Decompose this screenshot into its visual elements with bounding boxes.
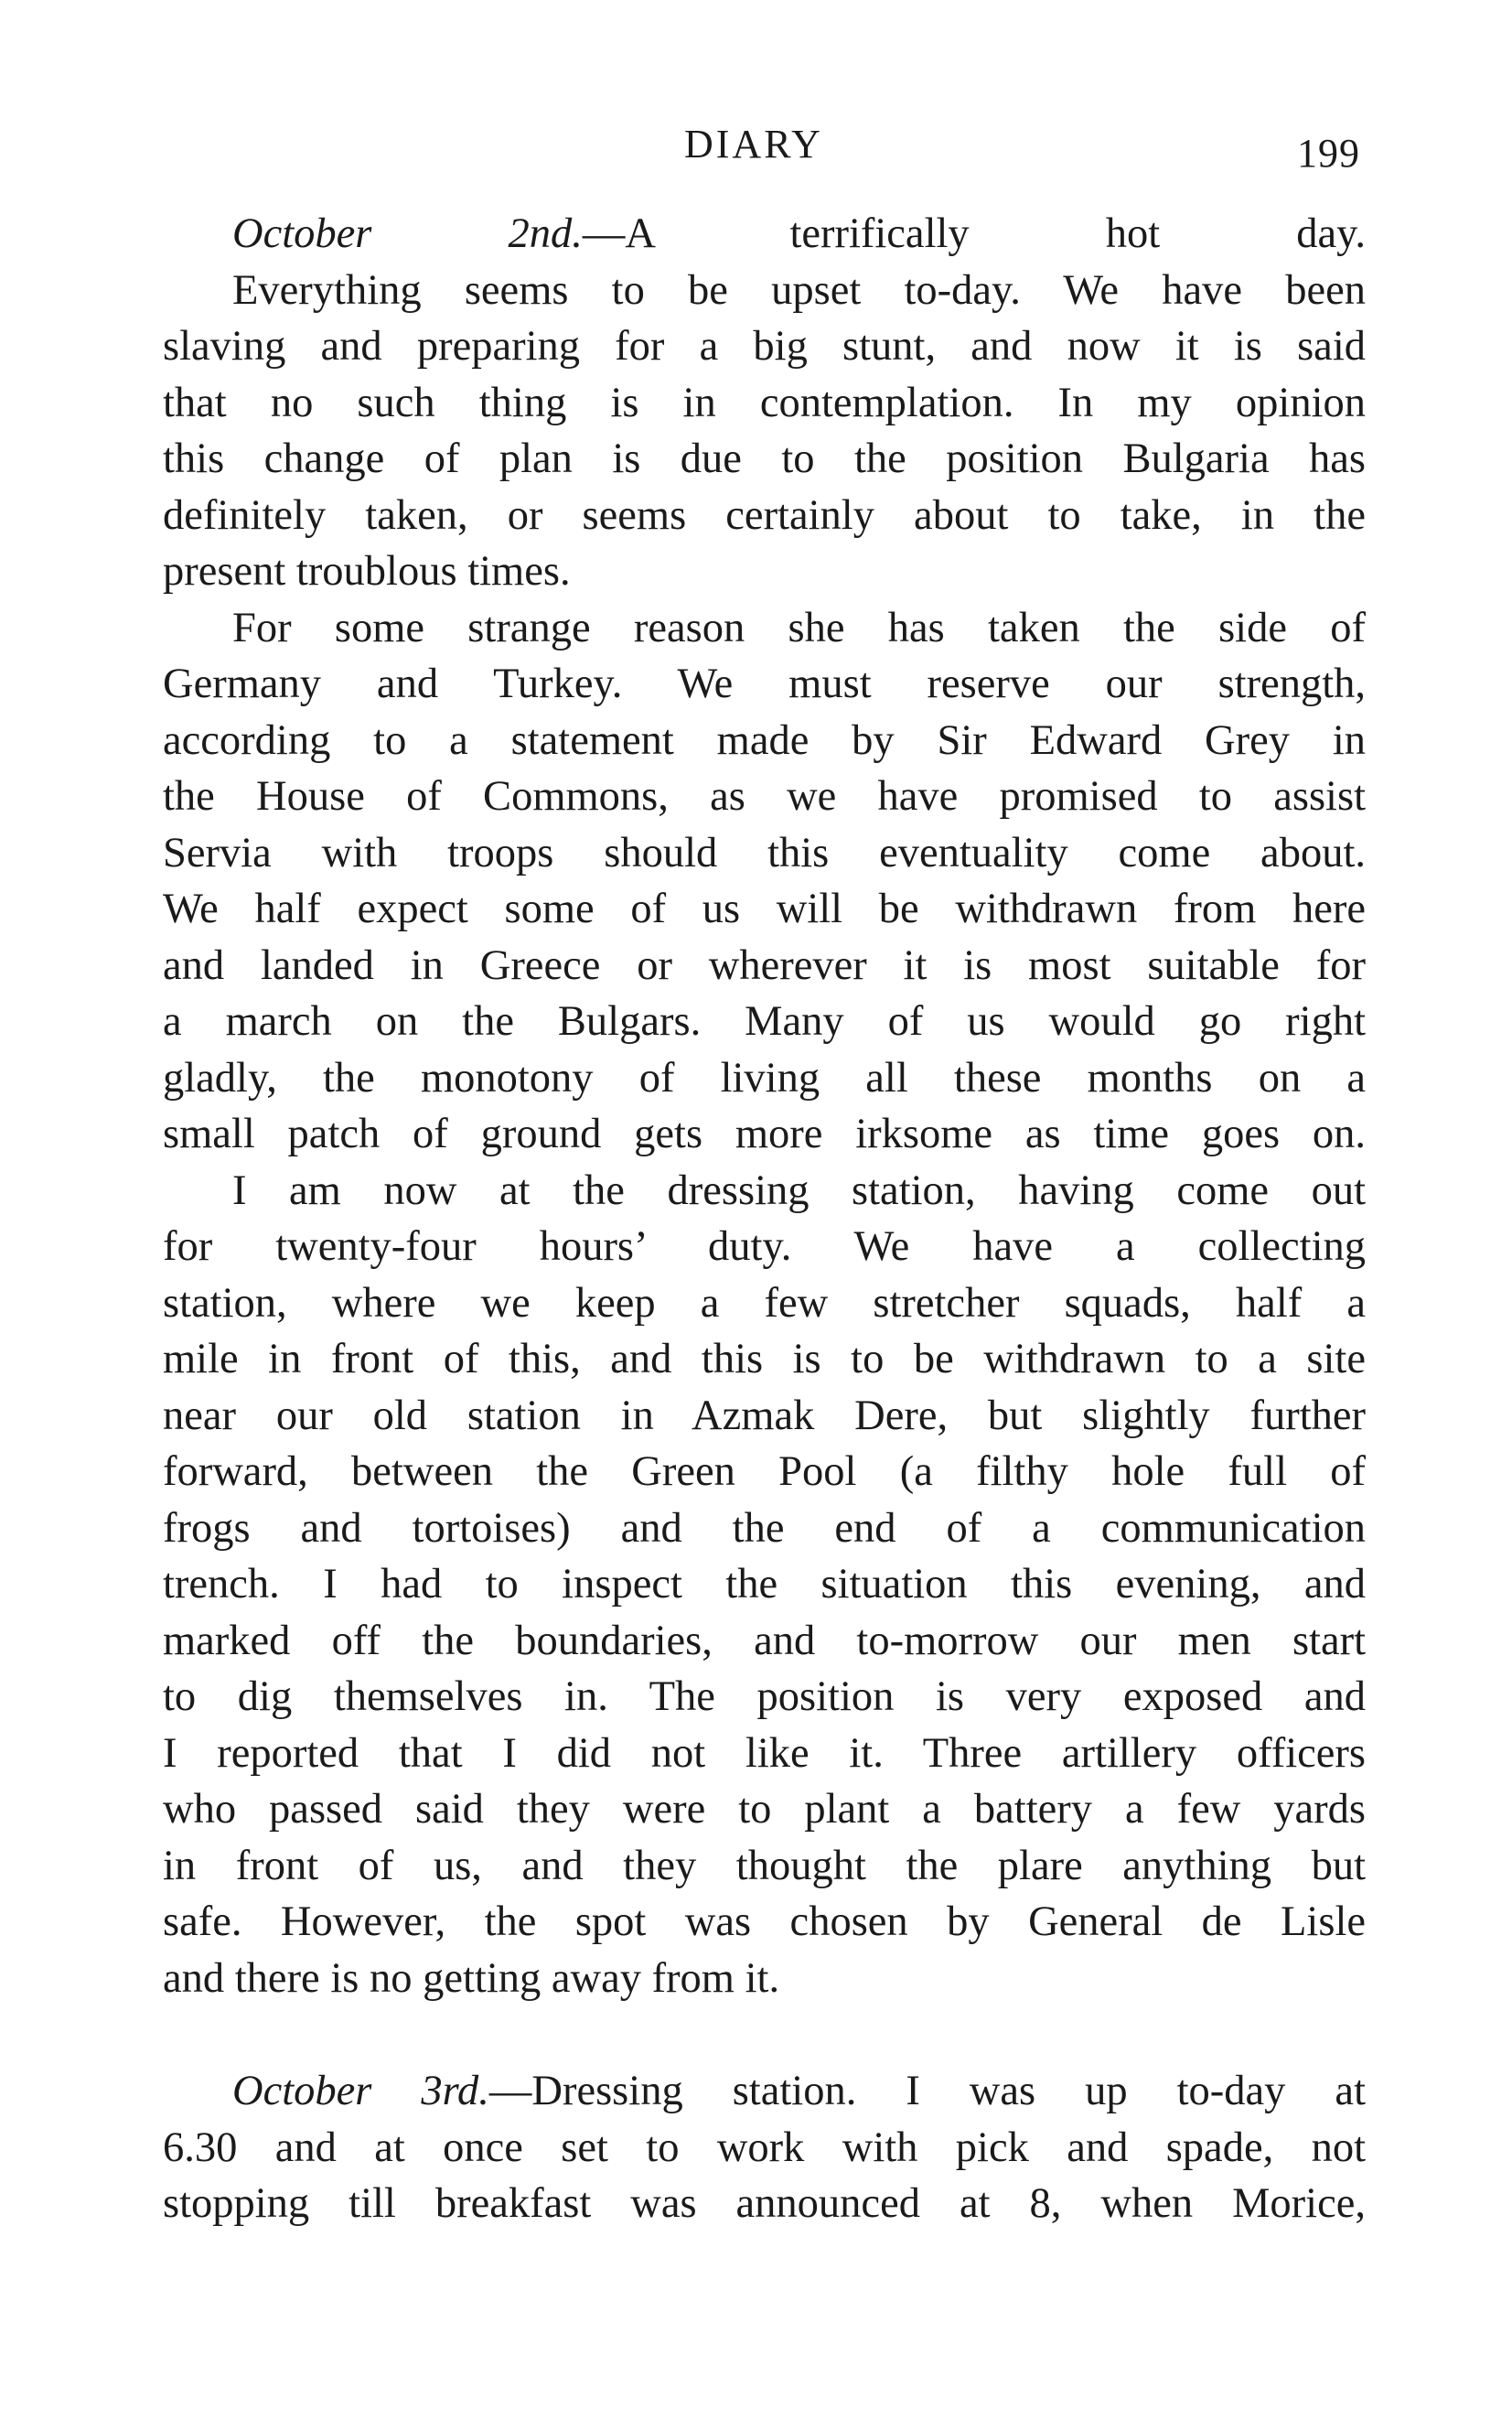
text-line: marked off the boundaries, and to-morrow our men start — [163, 1617, 1366, 1664]
text-line: October 3rd.—Dressing station. I was up to-day at — [232, 2068, 1366, 2114]
text-line: slaving and preparing for a big stunt, and now it is said — [163, 323, 1366, 370]
text-line: Germany and Turkey. We must reserve our strength, — [163, 661, 1366, 707]
text-line: mile in front of this, and this is to be withdrawn to a site — [163, 1336, 1366, 1382]
text-line: gladly, the monotony of living all these months on a — [163, 1054, 1366, 1102]
diary-text — [163, 206, 1366, 2232]
text-line: according to a statement made by Sir Edward Grey in — [163, 716, 1366, 764]
text-line: safe. However, the spot was chosen by General de Lisle — [163, 1898, 1366, 1945]
text-line: October 2nd.—A terrifically hot day. — [232, 210, 1366, 257]
text-line: near our old station in Azmak Dere, but slightly further — [163, 1392, 1366, 1439]
entry-date: October 2nd. — [232, 210, 583, 257]
text-line: 6.30 and at once set to work with pick and spade, not — [163, 2124, 1366, 2171]
running-head — [0, 117, 1512, 176]
text-line: present troublous times. — [163, 548, 571, 595]
text-line: the House of Commons, as we have promised to assist — [163, 773, 1366, 820]
text-line: I reported that I did not like it. Three artillery officers — [163, 1729, 1366, 1777]
text-line: We half expect some of us will be withdrawn from here — [163, 886, 1366, 932]
text-line: station, where we keep a few stretcher squads, half a — [163, 1279, 1366, 1327]
text-line: stopping till breakfast was announced at 8, when Morice, — [163, 2180, 1366, 2227]
text-line: for twenty-four hours’ duty. We have a collecting — [163, 1223, 1366, 1270]
text-line: and there is no getting away from it. — [163, 1954, 780, 2002]
text-line: to dig themselves in. The position is very exposed and — [163, 1673, 1366, 1720]
text-line: small patch of ground gets more irksome as time goes on. — [163, 1111, 1366, 1157]
text-line: that no such thing is in contemplation. In my opinion — [163, 379, 1366, 426]
running-title: DIARY — [684, 122, 823, 167]
text-line: Servia with troops should this eventuality come about. — [163, 829, 1366, 876]
text-line: definitely taken, or seems certainly about to take, in the — [163, 491, 1366, 539]
text-line: I am now at the dressing station, having come out — [232, 1167, 1366, 1214]
text-line: in front of us, and they thought the plare anything but — [163, 1842, 1366, 1889]
text-line: this change of plan is due to the position Bulgaria has — [163, 435, 1366, 482]
text-line: Everything seems to be upset to-day. We have been — [232, 266, 1366, 314]
text-line: frogs and tortoises) and the end of a communication — [163, 1504, 1366, 1552]
text-line: forward, between the Green Pool (a filthy hole full of — [163, 1448, 1366, 1495]
text-line: a march on the Bulgars. Many of us would go right — [163, 998, 1366, 1045]
text-line: trench. I had to inspect the situation this evening, and — [163, 1561, 1366, 1607]
text-line: and landed in Greece or wherever it is most suitable for — [163, 941, 1366, 989]
text-line: For some strange reason she has taken the side of — [232, 604, 1366, 651]
page-number: 199 — [1297, 131, 1360, 176]
text-line: who passed said they were to plant a battery a few yards — [163, 1786, 1366, 1833]
entry-date: October 3rd. — [232, 2068, 489, 2114]
